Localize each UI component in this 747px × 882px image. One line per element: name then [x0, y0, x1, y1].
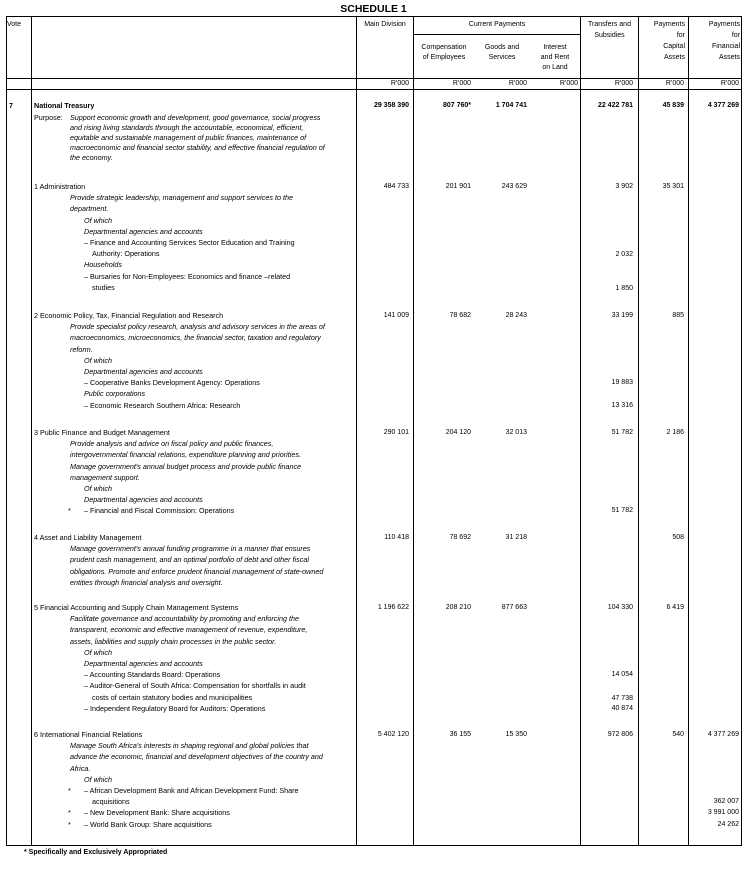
programme-description-line: Provide strategic leadership, management and support services to the	[70, 193, 293, 203]
interest-header-line: Interest	[543, 44, 567, 51]
programme-description-line: management support.	[70, 472, 140, 482]
transfers-value: 40 874	[611, 704, 633, 712]
appropriated-marker: *	[68, 506, 71, 516]
sub-label: Of which	[84, 647, 112, 657]
financial-header-line: Payments	[708, 21, 740, 28]
sub-label: Of which	[84, 774, 112, 784]
sub-item: – Independent Regulatory Board for Auditors: Operations	[84, 703, 266, 713]
programme-description-line: macroeconomics, microeconomics, the financial sector, taxation and regulatory	[70, 333, 321, 343]
sub-item: – Bursaries for Non-Employees: Economics and finance –related	[84, 271, 291, 281]
transfers-value: 13 316	[611, 401, 633, 409]
sub-item: costs of certain statutory bodies and municipalities	[92, 692, 253, 702]
transfers-header-line: Transfers and	[588, 21, 631, 28]
header-rule	[6, 78, 742, 79]
programme-name: 5 Financial Accounting and Supply Chain Management Systems	[34, 603, 239, 612]
financial-value: 4 377 269	[707, 731, 739, 738]
purpose-line: the economy.	[70, 153, 113, 162]
goods-value: 877 663	[501, 604, 527, 611]
appropriated-marker: *	[68, 808, 71, 818]
sub-label: Public corporations	[84, 389, 146, 399]
purpose-label: Purpose:	[34, 113, 63, 122]
transfers-value: R'000	[614, 80, 633, 87]
programme-name: 6 International Financial Relations	[34, 730, 143, 739]
capital-value: 35 301	[662, 183, 684, 190]
comp-value: 78 682	[449, 312, 471, 319]
sub-label: Of which	[84, 355, 112, 365]
purpose-line: equitable and sustainable management of public finances, maintenance of	[70, 133, 307, 142]
capital-value: 6 419	[666, 604, 684, 611]
sub-label: Departmental agencies and accounts	[84, 659, 203, 668]
main-value: 110 418	[384, 534, 409, 541]
sub-item: – World Bank Group: Share acquisitions	[84, 819, 212, 829]
goods-value: 15 350	[505, 731, 527, 738]
sub-label: Of which	[84, 484, 112, 493]
programme-description-line: prudent cash management, and an optimal portfolio of debt and other fiscal	[70, 555, 309, 565]
programme-description-line: Facilitate governance and accountability by promoting and enforcing the	[70, 614, 299, 624]
financial-value: 3 991 000	[707, 809, 739, 817]
goods-value: R'000	[508, 80, 527, 87]
programme-description-line: Provide specialist policy research, analysis and advisory services in the areas of	[70, 322, 325, 332]
comp-value: R'000	[452, 80, 471, 87]
sub-item: – New Development Bank: Share acquisitions	[84, 808, 230, 818]
sub-item: – Cooperative Banks Development Agency: Operations	[84, 378, 260, 388]
main-value: R'000	[390, 80, 409, 87]
transfers-value: 47 738	[611, 694, 633, 702]
main-value: 290 101	[383, 429, 409, 436]
capital-value: 885	[672, 312, 684, 319]
transfers-value: 972 806	[607, 731, 633, 738]
comp-value: 36 155	[449, 731, 471, 738]
programme-name: 4 Asset and Liability Management	[34, 533, 142, 542]
main-division-header: Main Division	[364, 21, 406, 28]
purpose-line: macroeconomic and financial sector stability, and effective financial regulation of	[70, 143, 325, 152]
programme-description-line: obligations. Promote and enforce prudent financial management of state-owned	[70, 566, 324, 576]
programme-description-line: Africa.	[70, 763, 91, 773]
transfers-value: 104 330	[607, 604, 633, 611]
transfers-value: 19 883	[611, 379, 633, 387]
interest-value: R'000	[559, 80, 578, 87]
sub-item: – Finance and Accounting Services Sector Education and Training	[84, 238, 295, 247]
programme-name: 3 Public Finance and Budget Management	[34, 428, 170, 437]
comp-value: 807 760*	[442, 102, 471, 109]
header-rule	[413, 34, 580, 35]
sub-item: – Economic Research Southern Africa: Research	[84, 400, 241, 410]
financial-header-line: Financial	[711, 43, 740, 50]
programme-description-line: Provide analysis and advice on fiscal policy and public finances,	[70, 439, 274, 449]
programme-description-line: transparent, economic and effective management of revenue, expenditure,	[70, 625, 308, 635]
interest-header-line: on Land	[542, 64, 568, 71]
transfers-value: 51 782	[611, 429, 633, 436]
transfers-value: 1 850	[615, 284, 633, 292]
programme-name: 2 Economic Policy, Tax, Financial Regulation and Research	[34, 311, 224, 320]
transfers-header-line: Subsidies	[594, 32, 625, 39]
main-value: 484 733	[383, 183, 409, 190]
vote-name: National Treasury	[34, 101, 95, 110]
financial-value: R'000	[720, 80, 739, 87]
programme-description-line: assets, liabilities and supply chain processes in the public sector.	[70, 636, 277, 646]
col-divider	[31, 16, 32, 846]
sub-item: – African Development Bank and African Development Fund: Share	[84, 786, 299, 795]
transfers-value: 22 422 781	[597, 102, 633, 109]
footnote: * Specifically and Exclusively Appropriated	[24, 849, 168, 856]
programme-description-line: entities through financial analysis and oversight.	[70, 577, 223, 587]
sub-label: Of which	[84, 215, 112, 225]
sub-item: – Financial and Fiscal Commission: Operations	[84, 506, 235, 516]
transfers-value: 33 199	[611, 312, 633, 319]
financial-header-line: for	[731, 32, 740, 39]
purpose-line: and rising living standards through the accountable, economical, efficient,	[70, 123, 304, 132]
financial-value: 4 377 269	[707, 102, 739, 109]
vote-header: Vote	[7, 21, 22, 28]
goods-header-line: Services	[488, 54, 516, 61]
schedule-title: SCHEDULE 1	[340, 3, 407, 15]
appropriated-marker: *	[68, 819, 71, 829]
financial-header-line: Assets	[718, 54, 740, 61]
purpose-line: Support economic growth and development, good governance, social progress	[70, 113, 321, 122]
programme-description-line: advance the economic, financial and development objectives of the country and	[70, 752, 323, 762]
sub-label: Departmental agencies and accounts	[84, 495, 203, 505]
sub-label: Households	[84, 260, 122, 270]
goods-header-line: Goods and	[484, 44, 520, 51]
sub-item: – Accounting Standards Board: Operations	[84, 670, 221, 680]
comp-value: 78 692	[449, 534, 471, 541]
goods-value: 1 704 741	[495, 102, 527, 109]
transfers-value: 14 054	[611, 671, 633, 679]
vote-number: 7	[9, 101, 13, 110]
programme-description-line: reform.	[70, 344, 93, 354]
capital-header-line: Assets	[663, 54, 685, 61]
transfers-value: 3 902	[615, 183, 633, 190]
sub-label: Departmental agencies and accounts	[84, 367, 203, 376]
transfers-value: 51 782	[611, 507, 633, 515]
capital-value: 2 186	[666, 429, 684, 436]
sub-item: studies	[92, 282, 115, 292]
sub-item: Authority: Operations	[92, 249, 160, 259]
interest-header-line: and Rent	[540, 54, 570, 61]
programme-description-line: Manage government's annual funding programme in a manner that ensures	[70, 544, 311, 554]
goods-value: 243 629	[501, 183, 527, 190]
comp-value: 208 210	[445, 604, 471, 611]
capital-value: 540	[672, 731, 684, 738]
goods-value: 32 013	[505, 429, 527, 436]
programme-description-line: Manage government's annual budget process and provide public finance	[70, 461, 302, 471]
main-value: 141 009	[383, 312, 409, 319]
comp-value: 204 120	[445, 429, 471, 436]
programme-description-line: department.	[70, 204, 109, 214]
header-rule	[6, 89, 742, 90]
capital-header-line: for	[676, 32, 685, 39]
programme-name: 1 Administration	[34, 182, 86, 191]
main-value: 5 402 120	[377, 731, 409, 738]
financial-value: 24 262	[717, 820, 739, 828]
main-value: 1 196 622	[377, 604, 409, 611]
comp-value: 201 901	[445, 183, 471, 190]
transfers-value: 2 032	[615, 251, 633, 259]
capital-header-line: Capital	[663, 43, 685, 50]
capital-value: R'000	[665, 80, 684, 87]
main-value: 29 358 390	[373, 102, 409, 109]
financial-value: 362 007	[713, 798, 739, 806]
sub-label: Departmental agencies and accounts	[84, 226, 203, 236]
goods-value: 28 243	[505, 312, 527, 319]
compensation-header-line: Compensation	[421, 44, 467, 51]
goods-value: 31 218	[505, 534, 527, 541]
col-divider	[688, 16, 689, 846]
capital-value: 508	[672, 534, 684, 541]
current-payments-header: Current Payments	[468, 21, 526, 28]
programme-description-line: intergovernmental financial relations, expenditure planning and priorities.	[70, 450, 301, 460]
programme-description-line: Manage South Africa's interests in shaping regional and global policies that	[70, 741, 309, 751]
appropriated-marker: *	[68, 786, 71, 795]
sub-item: – Auditor-General of South Africa: Compensation for shortfalls in audit	[84, 681, 306, 691]
capital-header-line: Payments	[653, 21, 685, 28]
compensation-header-line: of Employees	[422, 54, 466, 61]
sub-item: acquisitions	[92, 797, 130, 807]
capital-value: 45 839	[662, 102, 684, 109]
